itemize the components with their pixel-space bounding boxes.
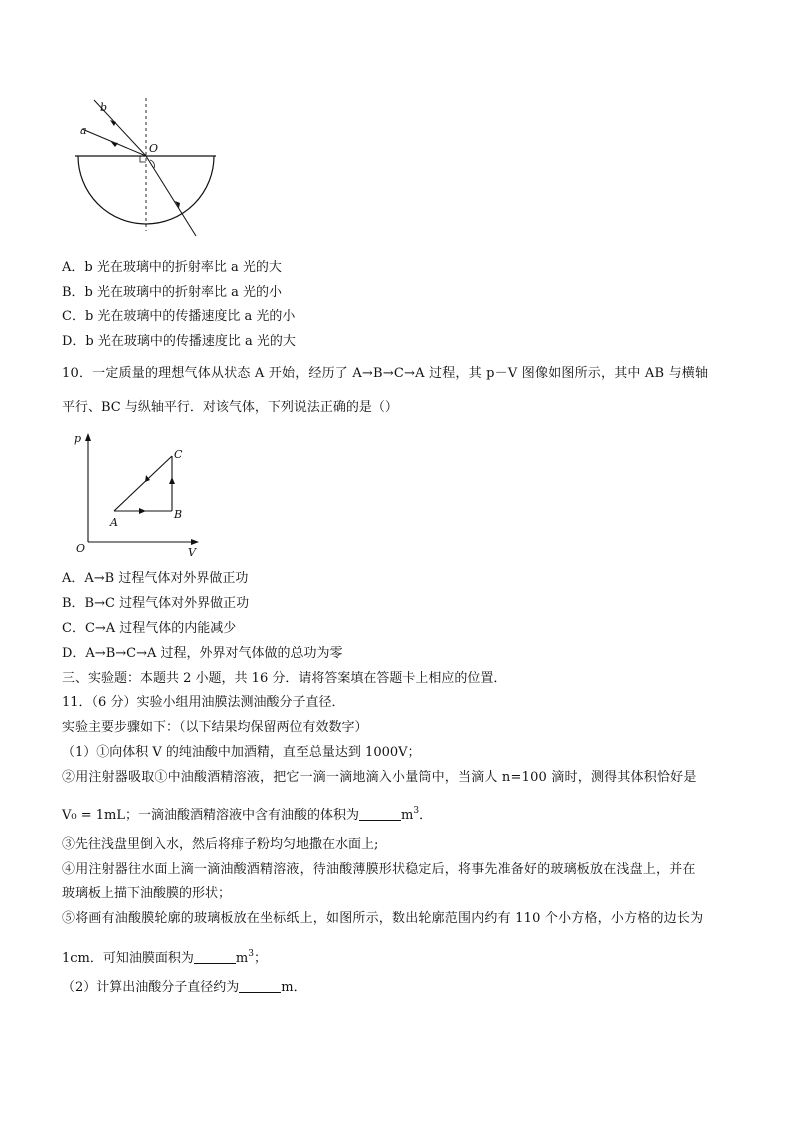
q10-option-a: A．A→B 过程气体对外界做正功	[62, 571, 249, 586]
q11-step2-text: V₀ = 1mL；一滴油酸酒精溶液中含有油酸的体积为	[62, 808, 359, 823]
q9-option-b: B．b 光在玻璃中的折射率比 a 光的小	[62, 285, 283, 300]
label-point-b: B	[174, 508, 183, 521]
answer-blank-1[interactable]	[359, 808, 401, 821]
q11-step4-line2: 玻璃板上描下油酸膜的形状；	[62, 886, 232, 901]
arrow-ca	[145, 475, 150, 482]
end-punct-1: ．	[419, 808, 433, 823]
pv-diagram	[66, 430, 206, 560]
label-point-a: A	[110, 516, 118, 529]
end-punct-3: ．	[293, 980, 307, 995]
segment-ca	[114, 456, 172, 511]
q10-stem-line1: 10．一定质量的理想气体从状态 A 开始，经历了 A→B→C→A 过程，其 p－V 图像如图所示，其中 AB 与横轴	[62, 366, 709, 381]
q10-option-b: B．B→C 过程气体对外界做正功	[62, 596, 250, 611]
q10-option-c: C．C→A 过程气体的内能减少	[62, 621, 237, 636]
q11-step2-line1: ②用注射器吸取①中油酸酒精溶液，把它一滴一滴地滴入小量筒中，当滴人 n=100 滴时，测得其体积恰好是	[62, 770, 697, 785]
q11-part2-text: （2）计算出油酸分子直径约为	[62, 980, 240, 995]
q11-title: 11．（6 分）实验小组用油膜法测油酸分子直径．	[62, 695, 345, 710]
right-angle-mark	[140, 156, 146, 162]
label-a: a	[80, 124, 87, 137]
q10-option-d: D．A→B→C→A 过程，外界对气体做的总功为零	[62, 646, 343, 661]
section3-heading: 三、实验题：本题共 2 小题，共 16 分．请将答案填在答题卡上相应的位置．	[62, 671, 507, 686]
q11-part2	[62, 980, 307, 996]
q11-step2-line2	[62, 803, 432, 824]
q11-steps-intro: 实验主要步骤如下：（以下结果均保留两位有效数字）	[62, 720, 368, 735]
ray-a-arrow	[111, 142, 118, 147]
label-o: O	[149, 142, 159, 155]
q10-stem-line2: 平行、BC 与纵轴平行．对该气体，下列说法正确的是（）	[62, 400, 398, 415]
unit-m-2: m	[235, 951, 249, 966]
q9-option-a: A．b 光在玻璃中的折射率比 a 光的大	[62, 260, 282, 275]
label-p: p	[74, 432, 82, 445]
q11-step4-line1: ④用注射器往水面上滴一滴油酸酒精溶液，待油酸薄膜形状稳定后，将事先准备好的玻璃板放在浅盘上，并在	[62, 862, 696, 877]
exponent-2: 3	[248, 949, 254, 959]
unit-m-3: m	[281, 980, 294, 995]
arrow-ab	[139, 508, 146, 514]
exponent-1: 3	[413, 806, 420, 816]
v-axis-arrow	[191, 539, 199, 545]
p-axis-arrow	[85, 433, 91, 441]
label-v: V	[188, 546, 196, 559]
q11-step5-line2	[62, 946, 267, 967]
refraction-figure	[70, 96, 230, 244]
answer-blank-2[interactable]	[194, 951, 236, 964]
q11-step5-text: 1cm．可知油膜面积为	[62, 951, 194, 966]
q11-step3: ③先往浅盘里倒入水，然后将痱子粉均匀地撒在水面上;	[62, 837, 379, 852]
arrow-bc	[169, 477, 175, 484]
unit-m-1: m	[401, 808, 414, 823]
label-origin: O	[76, 542, 86, 555]
q9-option-c: C．b 光在玻璃中的传播速度比 a 光的小	[62, 309, 296, 324]
q9-option-d: D．b 光在玻璃中的传播速度比 a 光的大	[62, 334, 296, 349]
end-punct-2: ；	[253, 951, 267, 966]
answer-blank-3[interactable]	[239, 980, 281, 993]
label-b: b	[100, 101, 108, 114]
q11-step5-line1: ⑤将画有油酸膜轮廓的玻璃板放在坐标纸上，如图所示，数出轮廓范围内约有 110 个小方格，小方格的边长为	[62, 911, 704, 926]
q11-step1: （1）①向体积 V 的纯油酸中加酒精，直至总量达到 1000V；	[62, 745, 421, 760]
label-point-c: C	[174, 448, 183, 461]
